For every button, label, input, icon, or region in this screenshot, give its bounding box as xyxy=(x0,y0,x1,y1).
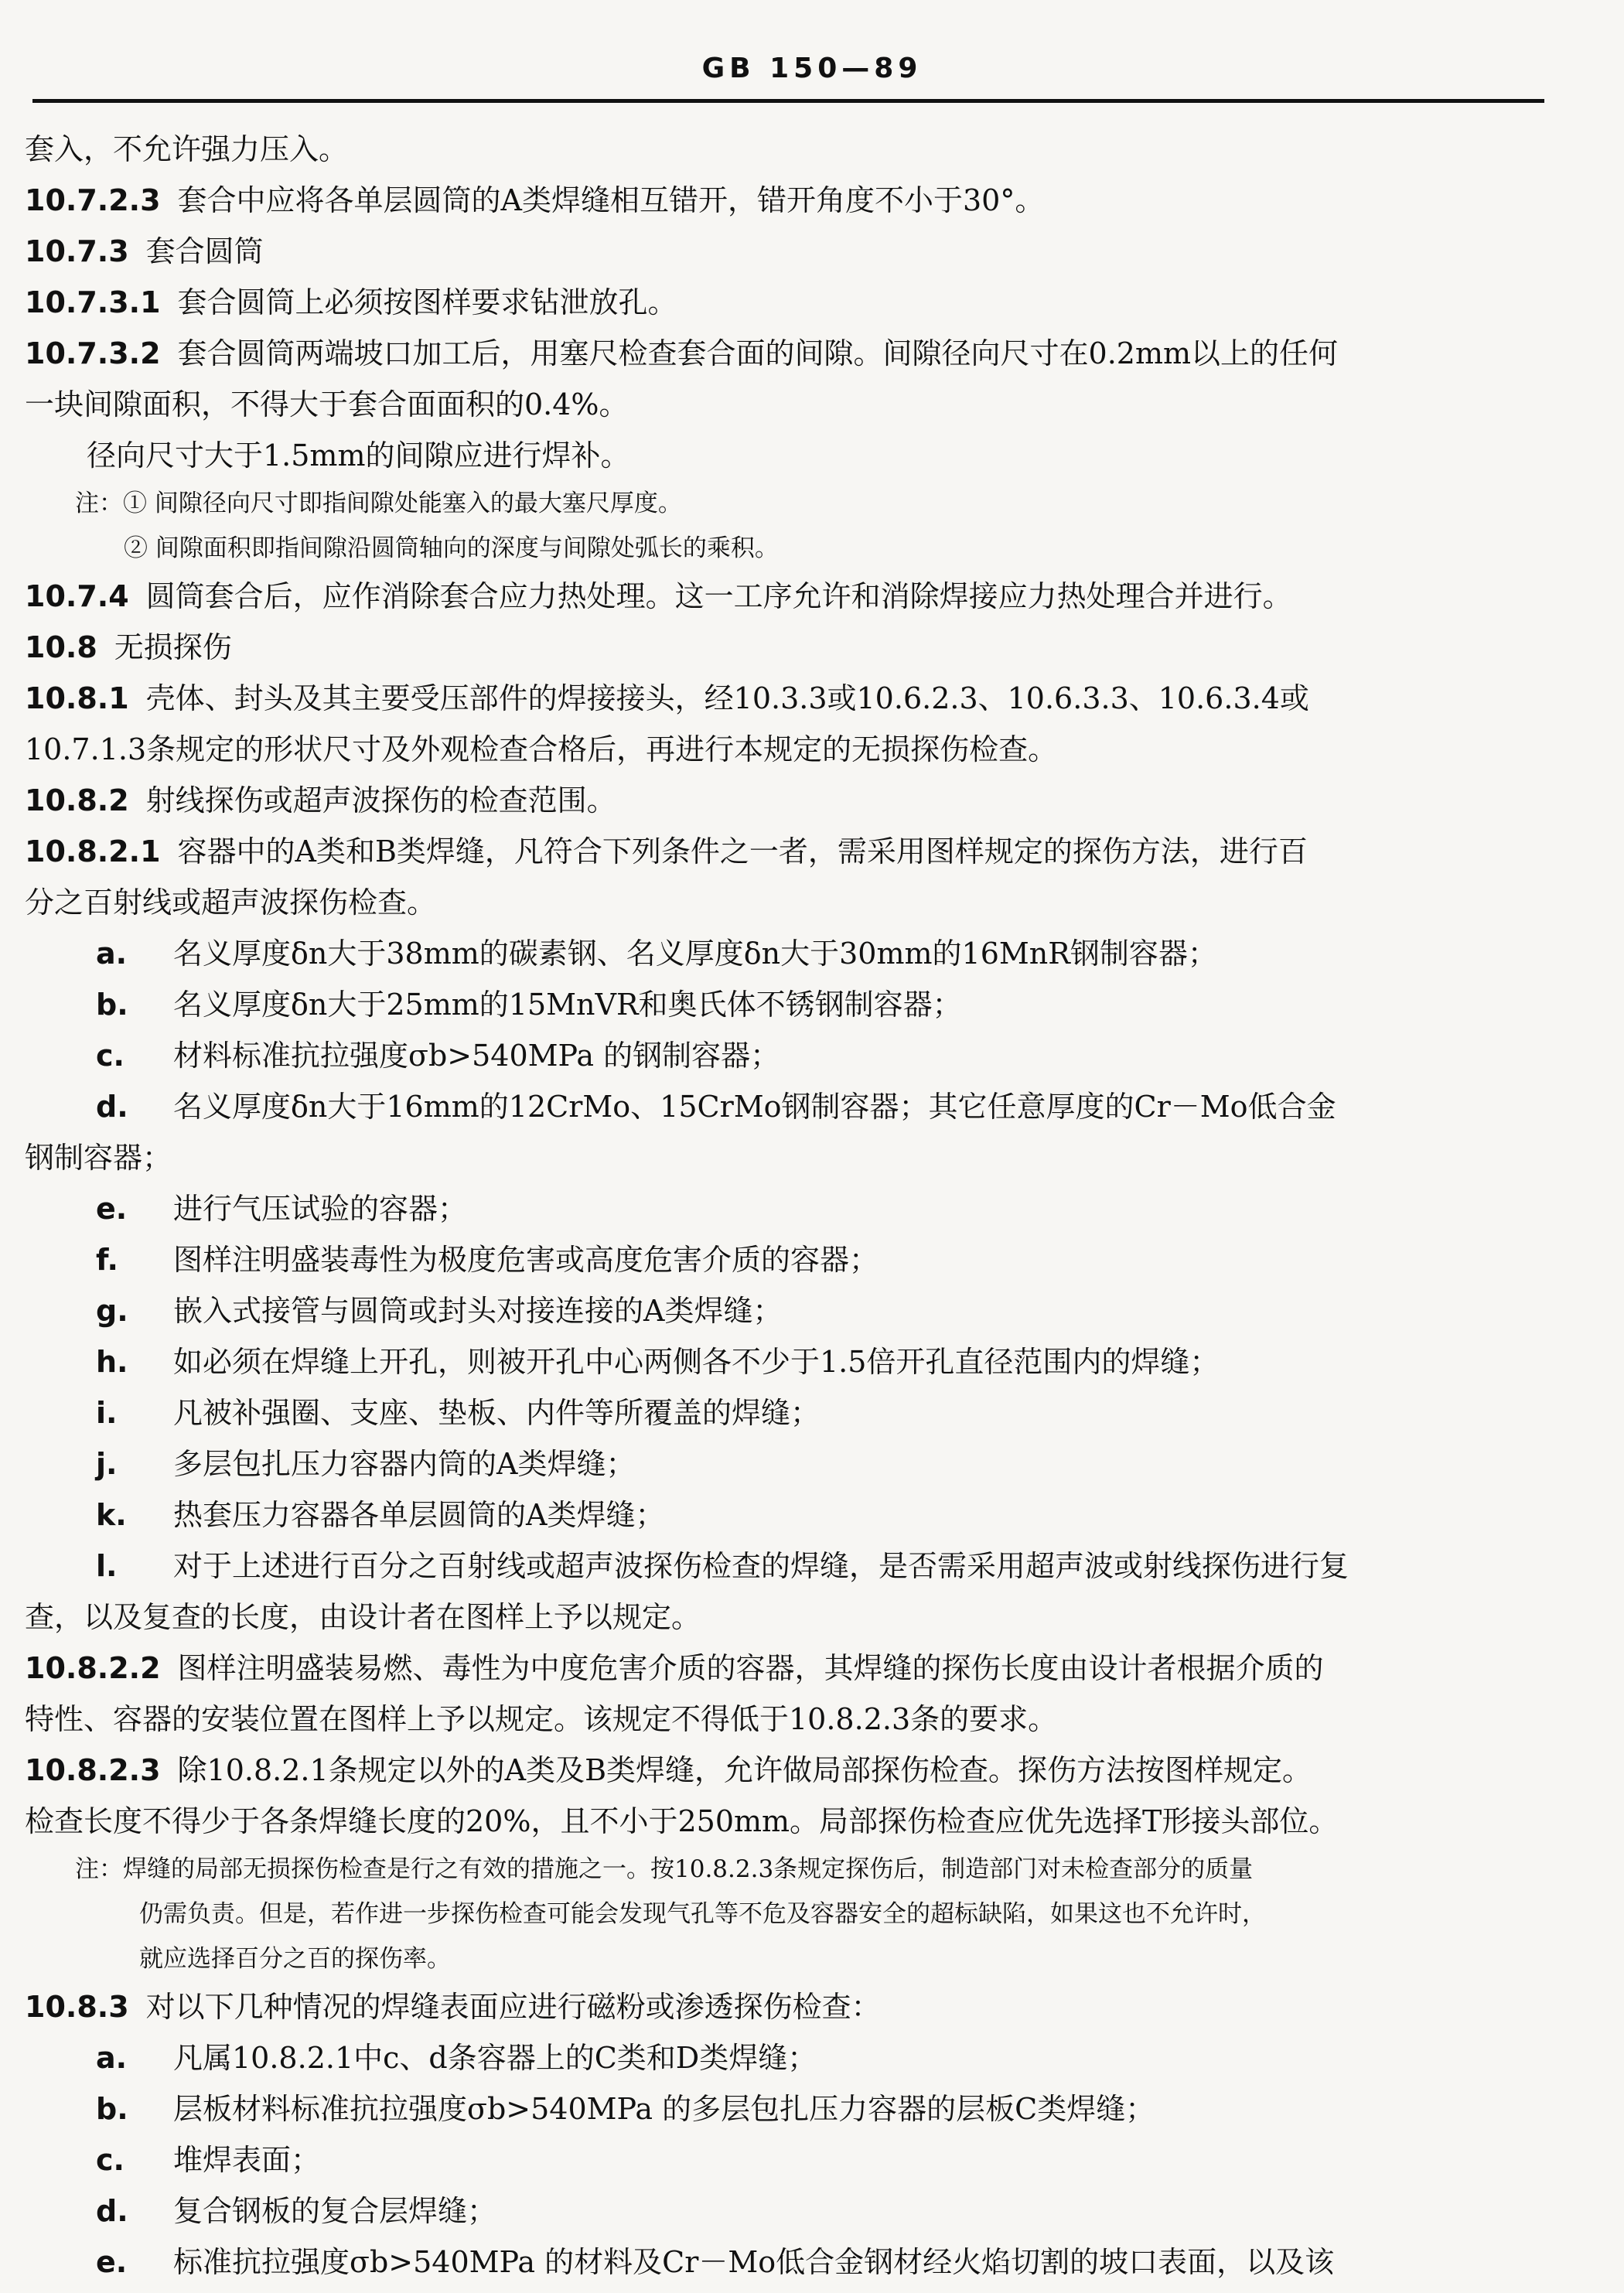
note-line xyxy=(25,1892,1540,1936)
section-10-8-3 xyxy=(25,1981,1540,2032)
page-header: GB 150—89 xyxy=(701,53,923,84)
clause-number: 10.7.3 xyxy=(25,234,129,268)
section-10-8 xyxy=(25,571,1540,928)
clause-10-7-3 xyxy=(25,226,1540,277)
item-label: d. xyxy=(96,2194,128,2228)
clause-number: 10.8.2.3 xyxy=(25,1753,161,1787)
list-item xyxy=(25,2237,1540,2288)
item-text: 名义厚度δn大于16mm的12CrMo、15CrMo钢制容器；其它任意厚度的Cr－Mo低合金 xyxy=(173,1090,1336,1124)
note-text: ① 间隙径向尺寸即指间隙处能塞入的最大塞尺厚度。 xyxy=(123,490,682,517)
item-label: b. xyxy=(96,2092,128,2126)
clause-10-8-3 xyxy=(25,1981,1540,2032)
clause-10-8-2-3 xyxy=(25,1745,1540,1796)
item-text: 凡被补强圈、支座、垫板、内件等所覆盖的焊缝； xyxy=(173,1396,821,1430)
note-line xyxy=(25,1847,1540,1892)
item-label: a. xyxy=(96,2041,128,2075)
clause-10-8-2-2 xyxy=(25,1643,1540,1694)
list-item xyxy=(25,1183,1540,1234)
body-text: 套入，不允许强力压入。 xyxy=(25,132,349,166)
item-text: 标准抗拉强度σb>540MPa 的材料及Cr－Mo低合金钢材经火焰切割的坡口表面，以及该 xyxy=(173,2245,1335,2279)
item-text: 进行气压试验的容器； xyxy=(173,1192,468,1226)
text-line xyxy=(25,430,1540,481)
clause-text: 圆筒套合后，应作消除套合应力热处理。这一工序允许和消除焊接应力热处理合并进行。 xyxy=(145,579,1292,613)
note-line xyxy=(25,481,1540,526)
text-line xyxy=(25,379,1540,430)
list-item xyxy=(25,1081,1540,1132)
clause-10-8-2 xyxy=(25,775,1540,826)
item-text: 嵌入式接管与圆筒或封头对接连接的A类焊缝； xyxy=(173,1294,783,1328)
clause-number: 10.8.2.1 xyxy=(25,834,161,868)
section-10-7 xyxy=(25,124,1540,481)
item-label: h. xyxy=(96,1345,128,1379)
clause-number: 10.7.4 xyxy=(25,579,129,613)
body-text: 一块间隙面积，不得大于套合面面积的0.4%。 xyxy=(25,387,629,421)
note-line xyxy=(25,1936,1540,1981)
item-label: e. xyxy=(96,1192,128,1226)
item-text: 凡属10.8.2.1中c、d条容器上的C类和D类焊缝； xyxy=(173,2041,817,2075)
item-text: 名义厚度δn大于38mm的碳素钢、名义厚度δn大于30mm的16MnR钢制容器； xyxy=(173,937,1217,971)
item-text: 如必须在焊缝上开孔，则被开孔中心两侧各不少于1.5倍开孔直径范围内的焊缝； xyxy=(173,1345,1220,1379)
note-label: 注： xyxy=(75,490,123,517)
note-block-2 xyxy=(25,1847,1540,1981)
list-item xyxy=(25,1387,1540,1438)
section-10-8-2-2 xyxy=(25,1643,1540,1847)
clause-10-8 xyxy=(25,622,1540,673)
clause-number: 10.8.1 xyxy=(25,681,129,715)
clause-number: 10.8.3 xyxy=(25,1990,129,2024)
list-item xyxy=(25,1285,1540,1336)
text-line xyxy=(25,1694,1540,1745)
item-label: c. xyxy=(96,2143,125,2177)
header-rule xyxy=(32,99,1544,103)
note-text: 焊缝的局部无损探伤检查是行之有效的措施之一。按10.8.2.3条规定探伤后，制造部门对未检查部分的质量 xyxy=(123,1855,1254,1883)
list-item xyxy=(25,2186,1540,2237)
list-item xyxy=(25,928,1540,979)
clause-10-7-3-1 xyxy=(25,277,1540,328)
clause-text: 无损探伤 xyxy=(114,630,232,664)
list-item-continuation xyxy=(25,1592,1540,1643)
clause-text: 套合圆筒上必须按图样要求钻泄放孔。 xyxy=(177,285,677,319)
item-text: 多层包扎压力容器内筒的A类焊缝； xyxy=(173,1447,636,1481)
text-line xyxy=(25,724,1540,775)
item-text: 材料标准抗拉强度σb>540MPa 的钢制容器； xyxy=(173,1039,780,1073)
text-line xyxy=(25,877,1540,928)
item-label: d. xyxy=(96,1090,128,1124)
body-text: 10.7.1.3条规定的形状尺寸及外观检查合格后，再进行本规定的无损探伤检查。 xyxy=(25,732,1058,766)
note-line xyxy=(25,526,1540,571)
item-text: 复合钢板的复合层焊缝； xyxy=(173,2194,497,2228)
item-label: j. xyxy=(96,1447,118,1481)
item-text: 图样注明盛装毒性为极度危害或高度危害介质的容器； xyxy=(173,1243,879,1277)
list-item xyxy=(25,2083,1540,2134)
clause-text: 图样注明盛装易燃、毒性为中度危害介质的容器，其焊缝的探伤长度由设计者根据介质的 xyxy=(177,1651,1324,1685)
item-text: 名义厚度δn大于25mm的15MnVR和奥氏体不锈钢制容器； xyxy=(173,988,962,1022)
list-10-8-3 xyxy=(25,2032,1540,2288)
list-item-continuation xyxy=(25,1132,1540,1183)
clause-10-8-1 xyxy=(25,673,1540,724)
list-item xyxy=(25,1030,1540,1081)
clause-text: 容器中的A类和B类焊缝，凡符合下列条件之一者，需采用图样规定的探伤方法，进行百 xyxy=(177,834,1308,868)
list-10-8-2-1 xyxy=(25,928,1540,1643)
clause-text: 套合中应将各单层圆筒的A类焊缝相互错开，错开角度不小于30°。 xyxy=(177,183,1045,217)
clause-text: 射线探伤或超声波探伤的检查范围。 xyxy=(145,783,616,817)
body-text: 径向尺寸大于1.5mm的间隙应进行焊补。 xyxy=(87,438,630,473)
list-item xyxy=(25,1336,1540,1387)
clause-10-7-3-2 xyxy=(25,328,1540,379)
body-text: 检查长度不得少于各条焊缝长度的20%，且不小于250mm。局部探伤检查应优先选择T形接头部位。 xyxy=(25,1804,1339,1838)
clause-10-8-2-1 xyxy=(25,826,1540,877)
list-item xyxy=(25,2134,1540,2186)
note-block-1 xyxy=(25,481,1540,571)
item-label: f. xyxy=(96,1243,118,1277)
clause-number: 10.7.3.2 xyxy=(25,336,161,370)
item-label: i. xyxy=(96,1396,118,1430)
clause-text: 除10.8.2.1条规定以外的A类及B类焊缝，允许做局部探伤检查。探伤方法按图样规定。 xyxy=(177,1753,1312,1787)
list-item xyxy=(25,1234,1540,1285)
clause-number: 10.8 xyxy=(25,630,97,664)
clause-number: 10.7.2.3 xyxy=(25,183,161,217)
note-text: 就应选择百分之百的探伤率。 xyxy=(139,1945,451,1973)
item-label: g. xyxy=(96,1294,128,1328)
clause-number: 10.8.2 xyxy=(25,783,129,817)
item-text: 层板材料标准抗拉强度σb>540MPa 的多层包扎压力容器的层板C类焊缝； xyxy=(173,2092,1155,2126)
list-item xyxy=(25,1489,1540,1541)
text-line xyxy=(25,1796,1540,1847)
list-item xyxy=(25,979,1540,1030)
clause-10-7-4 xyxy=(25,571,1540,622)
item-label: c. xyxy=(96,1039,125,1073)
item-text: 堆焊表面； xyxy=(173,2143,321,2177)
clause-text: 对以下几种情况的焊缝表面应进行磁粉或渗透探伤检查： xyxy=(145,1990,881,2024)
item-text: 查，以及复查的长度，由设计者在图样上予以规定。 xyxy=(25,1600,701,1634)
text-line xyxy=(25,124,1540,175)
list-item xyxy=(25,1438,1540,1489)
body-text: 特性、容器的安装位置在图样上予以规定。该规定不得低于10.8.2.3条的要求。 xyxy=(25,1702,1058,1736)
item-label: b. xyxy=(96,988,128,1022)
clause-number: 10.7.3.1 xyxy=(25,285,161,319)
clause-text: 套合圆筒 xyxy=(145,234,264,268)
note-text: ② 间隙面积即指间隙沿圆筒轴向的深度与间隙处弧长的乘积。 xyxy=(124,534,779,562)
clause-number: 10.8.2.2 xyxy=(25,1651,161,1685)
clause-10-7-2-3 xyxy=(25,175,1540,226)
note-text: 仍需负责。但是，若作进一步探伤检查可能会发现气孔等不危及容器安全的超标缺陷，如果这也不允许时， xyxy=(139,1900,1266,1928)
item-text: 钢制容器； xyxy=(25,1141,172,1175)
clause-text: 套合圆筒两端坡口加工后，用塞尺检查套合面的间隙。间隙径向尺寸在0.2mm以上的任何 xyxy=(177,336,1339,370)
document-body xyxy=(25,124,1540,2288)
item-label: a. xyxy=(96,937,128,971)
item-label: e. xyxy=(96,2245,128,2279)
item-text: 对于上述进行百分之百射线或超声波探伤检查的焊缝，是否需采用超声波或射线探伤进行复 xyxy=(173,1549,1349,1583)
item-label: k. xyxy=(96,1498,127,1532)
note-label: 注： xyxy=(75,1855,123,1883)
item-label: l. xyxy=(96,1549,118,1583)
list-item xyxy=(25,2032,1540,2083)
list-item xyxy=(25,1541,1540,1592)
body-text: 分之百射线或超声波探伤检查。 xyxy=(25,885,437,920)
item-text: 热套压力容器各单层圆筒的A类焊缝； xyxy=(173,1498,665,1532)
clause-text: 壳体、封头及其主要受压部件的焊接接头，经10.3.3或10.6.2.3、10.6.3.3、10.6.3.4或 xyxy=(145,681,1309,715)
